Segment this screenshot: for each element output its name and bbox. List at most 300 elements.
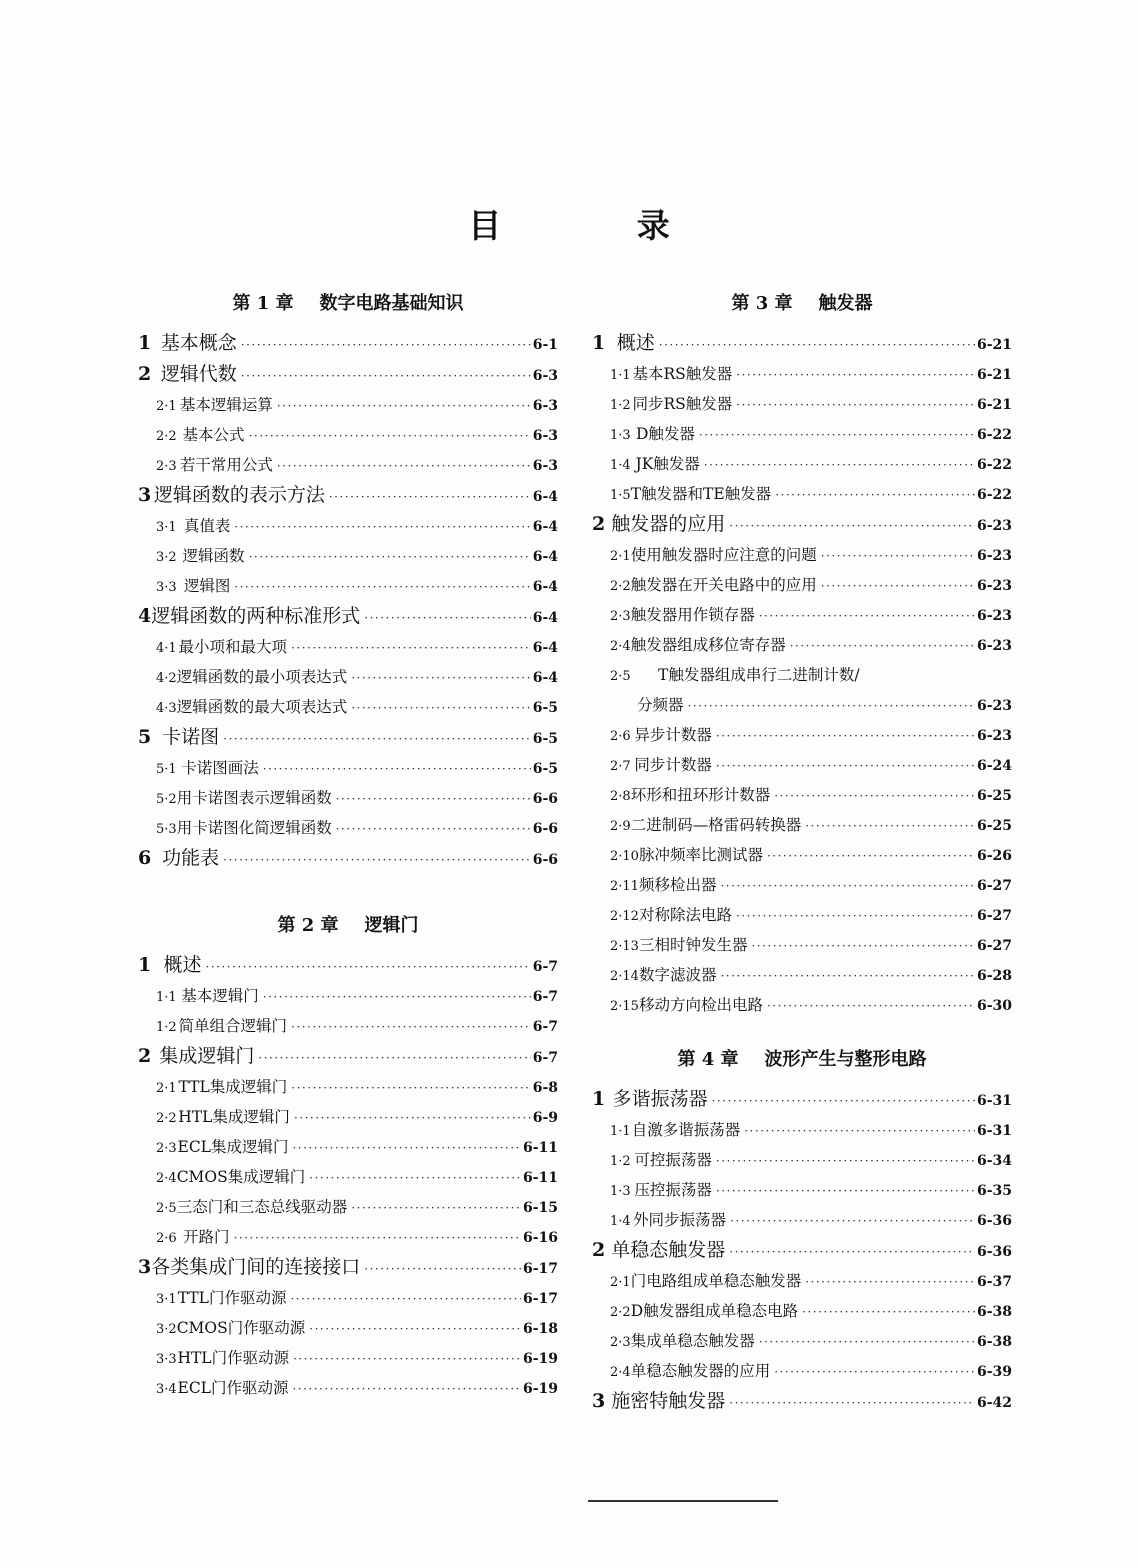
entry-number: 2·2 — [156, 1111, 177, 1126]
entry-page-number: 6-3 — [532, 368, 558, 384]
entry-title: 功能表 — [162, 847, 220, 869]
chapter-number: 第 1 章 — [232, 293, 294, 314]
entry-number: 2·11 — [610, 879, 639, 894]
entry-page-number: 6-30 — [976, 998, 1012, 1014]
dot-leader — [790, 631, 975, 661]
entry-page-number: 6-7 — [532, 959, 558, 975]
entry-number: 1·1 — [610, 368, 631, 383]
dot-leader — [292, 1374, 520, 1404]
toc-section-entry[interactable] — [592, 1084, 1012, 1115]
entry-title: 逻辑函数 — [182, 547, 245, 565]
toc-subsection-entry[interactable] — [592, 1205, 1012, 1235]
entry-title: 基本公式 — [182, 426, 245, 444]
entry-title: TTL门作驱动源 — [177, 1289, 287, 1307]
entry-title: HTL门作驱动源 — [177, 1349, 290, 1367]
entry-title: 基本逻辑运算 — [179, 396, 273, 414]
entry-page-number: 6-24 — [976, 758, 1012, 774]
dot-leader — [277, 451, 531, 481]
entry-page-number: 6-5 — [532, 731, 558, 747]
entry-number: 2·4 — [610, 639, 631, 654]
dot-leader — [704, 450, 975, 480]
dot-leader — [767, 991, 975, 1021]
entry-page-number: 6-4 — [532, 579, 558, 595]
entry-page-number: 6-4 — [532, 670, 558, 686]
entry-page-number: 6-19 — [522, 1351, 558, 1367]
entry-title: 卡诺图画法 — [181, 759, 259, 777]
dot-leader — [241, 330, 531, 361]
toc-subsection-entry[interactable] — [138, 541, 558, 571]
dot-leader — [293, 1344, 521, 1374]
entry-number: 2·12 — [610, 909, 639, 924]
entry-number: 1·1 — [156, 990, 177, 1005]
entry-title: TTL集成逻辑门 — [178, 1078, 288, 1096]
dot-leader — [234, 572, 530, 602]
toc-subsection-entry[interactable] — [138, 1072, 558, 1102]
entry-title: 用卡诺图表示逻辑函数 — [176, 789, 332, 807]
entry-number: 2·10 — [610, 849, 639, 864]
entry-number: 2·7 — [610, 759, 631, 774]
entry-title: T触发器和TE触发器 — [630, 485, 772, 503]
entry-page-number: 6-3 — [532, 398, 558, 414]
entry-title: 基本逻辑门 — [181, 987, 259, 1005]
entry-title: 基本RS触发器 — [632, 365, 733, 383]
toc-section-entry[interactable] — [138, 722, 558, 753]
entry-page-number: 6-16 — [522, 1230, 558, 1246]
entry-title: 简单组合逻辑门 — [178, 1017, 288, 1035]
entry-title: 单稳态触发器 — [611, 1239, 726, 1261]
toc-subsection-entry[interactable] — [138, 1313, 558, 1343]
toc-subsection-entry[interactable] — [138, 1283, 558, 1313]
entry-page-number: 6-22 — [976, 427, 1012, 443]
dot-leader — [206, 952, 531, 983]
dot-leader — [249, 421, 531, 451]
entry-title: 若干常用公式 — [179, 456, 273, 474]
toc-subsection-entry[interactable] — [138, 571, 558, 601]
toc-subsection-entry[interactable] — [592, 1145, 1012, 1175]
dot-leader — [291, 1012, 531, 1042]
toc-subsection-entry[interactable] — [138, 981, 558, 1011]
toc-section-entry[interactable] — [138, 601, 558, 632]
entry-number: 5 — [138, 726, 152, 748]
entry-number: 2·4 — [610, 1365, 631, 1380]
toc-subsection-entry[interactable] — [592, 1326, 1012, 1356]
entry-page-number: 6-39 — [976, 1364, 1012, 1380]
dot-leader — [720, 871, 974, 901]
toc-subsection-entry[interactable] — [138, 813, 558, 843]
dot-leader — [234, 512, 530, 542]
entry-title: 施密特触发器 — [611, 1390, 726, 1412]
entry-number: 2·2 — [610, 579, 631, 594]
toc-subsection-entry[interactable] — [138, 1102, 558, 1132]
chapter-number: 第 3 章 — [731, 293, 793, 314]
dot-leader — [767, 841, 975, 871]
dot-leader — [716, 1146, 975, 1176]
entry-page-number: 6-34 — [976, 1153, 1012, 1169]
dot-leader — [712, 1086, 975, 1117]
entry-number: 3·3 — [156, 1352, 177, 1367]
entry-page-number: 6-21 — [976, 367, 1012, 383]
entry-title: 分频器 — [637, 696, 684, 714]
toc-subsection-entry[interactable] — [592, 720, 1012, 750]
entry-page-number: 6-1 — [532, 337, 558, 353]
entry-number: 2·1 — [156, 1081, 177, 1096]
entry-title: 基本概念 — [160, 332, 237, 354]
entry-title: 门电路组成单稳态触发器 — [630, 1272, 802, 1290]
toc-subsection-entry[interactable] — [592, 449, 1012, 479]
dot-leader — [263, 754, 531, 784]
entry-title: 真值表 — [183, 517, 231, 535]
entry-page-number: 6-22 — [976, 457, 1012, 473]
entry-title: ECL门作驱动源 — [177, 1379, 289, 1397]
dot-leader — [759, 1327, 975, 1357]
entry-title: 异步计数器 — [634, 726, 712, 744]
toc-subsection-entry[interactable] — [592, 479, 1012, 509]
entry-page-number: 6-26 — [976, 848, 1012, 864]
entry-number: 2·3 — [610, 609, 631, 624]
chapter-heading — [592, 288, 1012, 320]
entry-title: 二进制码—格雷码转换器 — [630, 816, 802, 834]
entry-number: 1·2 — [156, 1020, 177, 1035]
entry-page-number: 6-23 — [976, 728, 1012, 744]
dot-leader — [258, 1043, 530, 1074]
entry-title: 压控振荡器 — [634, 1181, 712, 1199]
toc-subsection-entry[interactable] — [138, 1343, 558, 1373]
dot-leader — [364, 1254, 521, 1285]
entry-number: 6 — [138, 847, 152, 869]
dot-leader — [716, 721, 975, 751]
entry-page-number: 6-21 — [976, 337, 1012, 353]
toc-section-entry[interactable] — [138, 1252, 558, 1283]
entry-title: 集成单稳态触发器 — [630, 1332, 755, 1350]
entry-title: 可控振荡器 — [634, 1151, 712, 1169]
dot-leader — [309, 1163, 521, 1193]
entry-page-number: 6-4 — [532, 610, 558, 626]
toc-subsection-entry[interactable] — [592, 870, 1012, 900]
entry-page-number: 6-11 — [522, 1140, 558, 1156]
entry-title: 逻辑函数的表示方法 — [153, 484, 325, 506]
entry-number: 2·1 — [156, 399, 177, 414]
toc-subsection-entry[interactable] — [138, 1222, 558, 1252]
dot-leader — [263, 982, 531, 1012]
dot-leader — [351, 693, 531, 723]
toc-subsection-entry[interactable] — [138, 390, 558, 420]
entry-title: 最小项和最大项 — [178, 638, 288, 656]
entry-title: 单稳态触发器的应用 — [630, 1362, 771, 1380]
entry-page-number: 6-27 — [976, 938, 1012, 954]
entry-number: 4·1 — [156, 641, 177, 656]
entry-title: 集成逻辑门 — [159, 1045, 255, 1067]
entry-page-number: 6-23 — [976, 578, 1012, 594]
entry-number: 2·2 — [610, 1305, 631, 1320]
toc-section-entry[interactable] — [138, 359, 558, 390]
entry-number: 1 — [592, 1088, 606, 1110]
entry-page-number: 6-22 — [976, 487, 1012, 503]
entry-title: 概述 — [616, 332, 655, 354]
entry-page-number: 6-19 — [522, 1381, 558, 1397]
entry-number: 1·4 — [610, 458, 631, 473]
dot-leader — [805, 811, 975, 841]
entry-page-number: 6-3 — [532, 428, 558, 444]
toc-subsection-entry[interactable] — [138, 662, 558, 692]
entry-number: 3·1 — [156, 1292, 177, 1307]
dot-leader — [223, 845, 531, 876]
dot-leader — [821, 571, 975, 601]
entry-number: 5·2 — [156, 792, 177, 807]
entry-page-number: 6-38 — [976, 1304, 1012, 1320]
entry-number: 1·2 — [610, 398, 631, 413]
chapter-number: 第 4 章 — [677, 1049, 739, 1070]
entry-page-number: 6-9 — [532, 1110, 558, 1126]
entry-title: CMOS集成逻辑门 — [176, 1168, 306, 1186]
entry-page-number: 6-6 — [532, 821, 558, 837]
dot-leader — [716, 751, 975, 781]
entry-number: 2 — [138, 1045, 152, 1067]
toc-subsection-entry[interactable] — [592, 780, 1012, 810]
entry-page-number: 6-6 — [532, 852, 558, 868]
entry-title: 脉冲频率比测试器 — [638, 846, 763, 864]
toc-subsection-entry[interactable] — [138, 1373, 558, 1403]
dot-leader — [729, 1237, 975, 1268]
entry-title: 触发器用作锁存器 — [630, 606, 755, 624]
dot-leader — [241, 361, 531, 392]
entry-number: 2·1 — [610, 1275, 631, 1290]
toc-subsection-entry[interactable] — [138, 783, 558, 813]
toc-subsection-entry[interactable] — [138, 450, 558, 480]
entry-number: 2 — [138, 363, 152, 385]
toc-subsection-entry[interactable] — [592, 419, 1012, 449]
entry-number: 4·3 — [156, 701, 177, 716]
entry-page-number: 6-4 — [532, 519, 558, 535]
toc-subsection-entry[interactable] — [138, 1192, 558, 1222]
entry-number: 5·1 — [156, 762, 177, 777]
dot-leader — [729, 511, 975, 542]
entry-number: 1·3 — [610, 428, 631, 443]
entry-page-number: 6-36 — [976, 1244, 1012, 1260]
dot-leader — [805, 1267, 975, 1297]
dot-leader — [699, 420, 975, 450]
dot-leader — [277, 391, 531, 421]
dot-leader — [351, 1193, 521, 1223]
toc-subsection-entry[interactable] — [138, 632, 558, 662]
entry-number: 2·13 — [610, 939, 639, 954]
entry-page-number: 6-37 — [976, 1274, 1012, 1290]
entry-number: 2·6 — [156, 1231, 177, 1246]
entry-title: 移动方向检出电路 — [638, 996, 763, 1014]
entry-number: 2·6 — [610, 729, 631, 744]
toc-section-entry[interactable] — [592, 1235, 1012, 1266]
dot-leader — [223, 724, 531, 755]
toc-subsection-entry[interactable] — [592, 900, 1012, 930]
entry-number: 2 — [592, 513, 606, 535]
entry-page-number: 6-5 — [532, 700, 558, 716]
toc-subsection-entry[interactable] — [138, 692, 558, 722]
entry-title: 触发器在开关电路中的应用 — [630, 576, 817, 594]
entry-title: 外同步振荡器 — [633, 1211, 727, 1229]
entry-page-number: 6-17 — [522, 1291, 558, 1307]
toc-subsection-entry[interactable] — [592, 930, 1012, 960]
toc-subsection-entry[interactable] — [138, 753, 558, 783]
toc-section-entry[interactable] — [138, 843, 558, 874]
entry-title: 频移检出器 — [638, 876, 717, 894]
chapter-number: 第 2 章 — [277, 915, 339, 936]
entry-page-number: 6-7 — [532, 1050, 558, 1066]
toc-subsection-entry[interactable] — [592, 540, 1012, 570]
toc-subsection-entry[interactable] — [138, 511, 558, 541]
entry-title: 逻辑代数 — [160, 363, 237, 385]
toc-subsection-entry[interactable] — [592, 690, 1012, 720]
dot-leader — [291, 1073, 530, 1103]
dot-leader — [729, 1388, 975, 1419]
entry-page-number: 6-38 — [976, 1334, 1012, 1350]
entry-page-number: 6-3 — [532, 458, 558, 474]
entry-title: ECL集成逻辑门 — [177, 1138, 289, 1156]
entry-title: 对称除法电路 — [638, 906, 732, 924]
entry-page-number: 6-25 — [976, 788, 1012, 804]
toc-subsection-entry[interactable] — [592, 630, 1012, 660]
entry-number: 4 — [138, 605, 152, 627]
entry-title: 触发器的应用 — [611, 513, 726, 535]
toc-left-column — [138, 288, 558, 1403]
entry-number: 2·8 — [610, 789, 631, 804]
entry-title: 多谐振荡器 — [612, 1088, 708, 1110]
entry-number: 1·5 — [610, 488, 631, 503]
toc-section-entry[interactable] — [592, 1386, 1012, 1417]
dot-leader — [730, 1206, 975, 1236]
dot-leader — [736, 390, 975, 420]
entry-page-number: 6-6 — [532, 791, 558, 807]
entry-page-number: 6-23 — [976, 518, 1012, 534]
toc-section-entry[interactable] — [138, 328, 558, 359]
toc-subsection-entry[interactable] — [592, 990, 1012, 1020]
entry-title: 用卡诺图化简逻辑函数 — [176, 819, 332, 837]
chapter-title: 触发器 — [818, 293, 873, 314]
entry-page-number: 6-11 — [522, 1170, 558, 1186]
chapter-title: 逻辑门 — [364, 915, 419, 936]
toc-subsection-entry[interactable] — [592, 1296, 1012, 1326]
entry-title: JK触发器 — [635, 455, 700, 473]
entry-title: 使用触发器时应注意的问题 — [630, 546, 817, 564]
entry-title: 开路门 — [183, 1228, 230, 1246]
entry-number: 2·3 — [610, 1335, 631, 1350]
dot-leader — [291, 633, 531, 663]
toc-subsection-entry[interactable] — [592, 1115, 1012, 1145]
entry-number: 2·2 — [156, 429, 177, 444]
toc-subsection-entry[interactable] — [592, 750, 1012, 780]
dot-leader — [720, 961, 974, 991]
dot-leader — [234, 1223, 521, 1253]
toc-subsection-entry[interactable] — [592, 810, 1012, 840]
entry-number: 1 — [138, 332, 152, 354]
entry-page-number: 6-23 — [976, 548, 1012, 564]
chapter-title: 波形产生与整形电路 — [764, 1049, 927, 1070]
dot-leader — [688, 691, 975, 721]
entry-title: T触发器组成串行二进制计数/ — [658, 666, 860, 684]
toc-subsection-entry[interactable] — [592, 1175, 1012, 1205]
toc-subsection-entry[interactable] — [592, 1356, 1012, 1386]
entry-title: 环形和扭环形计数器 — [630, 786, 771, 804]
dot-leader — [292, 1133, 520, 1163]
entry-page-number: 6-18 — [522, 1321, 558, 1337]
entry-number: 1·2 — [610, 1154, 631, 1169]
dot-leader — [309, 1314, 521, 1344]
entry-title: 各类集成门间的连接接口 — [151, 1256, 361, 1278]
toc-section-entry[interactable] — [138, 950, 558, 981]
toc-subsection-entry[interactable] — [592, 389, 1012, 419]
entry-title: 卡诺图 — [162, 726, 220, 748]
entry-page-number: 6-5 — [532, 761, 558, 777]
entry-page-number: 6-35 — [976, 1183, 1012, 1199]
dot-leader — [774, 781, 975, 811]
toc-subsection-entry[interactable] — [592, 570, 1012, 600]
toc-subsection-entry[interactable] — [592, 960, 1012, 990]
entry-title: 三态门和三态总线驱动器 — [176, 1198, 348, 1216]
entry-number: 3·2 — [156, 550, 177, 565]
entry-page-number: 6-23 — [976, 608, 1012, 624]
toc-right-column — [592, 288, 1012, 1417]
entry-number: 3 — [138, 1256, 152, 1278]
toc-subsection-entry[interactable] — [592, 359, 1012, 389]
entry-page-number: 6-17 — [522, 1261, 558, 1277]
toc-subsection-entry[interactable] — [138, 420, 558, 450]
entry-page-number: 6-7 — [532, 1019, 558, 1035]
toc-section-entry[interactable] — [138, 480, 558, 511]
dot-leader — [294, 1103, 531, 1133]
entry-number: 2·9 — [610, 819, 631, 834]
dot-leader — [744, 1116, 975, 1146]
entry-number: 1·4 — [610, 1214, 631, 1229]
dot-leader — [336, 784, 531, 814]
entry-title: D触发器组成单稳态电路 — [630, 1302, 799, 1320]
entry-number: 3·3 — [156, 580, 177, 595]
entry-page-number: 6-7 — [532, 989, 558, 1005]
toc-subsection-entry[interactable] — [138, 1162, 558, 1192]
toc-subsection-entry[interactable] — [592, 840, 1012, 870]
entry-title: 逻辑函数的最小项表达式 — [176, 668, 348, 686]
entry-page-number: 6-8 — [532, 1080, 558, 1096]
entry-page-number: 6-27 — [976, 908, 1012, 924]
toc-subsection-entry[interactable] — [592, 660, 1012, 690]
toc-subsection-entry[interactable] — [592, 1266, 1012, 1296]
toc-subsection-entry[interactable] — [592, 600, 1012, 630]
entry-page-number: 6-15 — [522, 1200, 558, 1216]
page-title: 目 录 — [468, 206, 732, 245]
entry-number: 2·3 — [156, 1141, 177, 1156]
chapter-title: 数字电路基础知识 — [319, 293, 464, 314]
toc-subsection-entry[interactable] — [138, 1011, 558, 1041]
dot-leader — [249, 542, 531, 572]
entry-page-number: 6-31 — [976, 1093, 1012, 1109]
entry-number: 2·4 — [156, 1171, 177, 1186]
toc-section-entry[interactable] — [592, 328, 1012, 359]
toc-section-entry[interactable] — [592, 509, 1012, 540]
entry-number: 1 — [138, 954, 152, 976]
dot-leader — [290, 1284, 521, 1314]
entry-number: 2·5 — [156, 1201, 177, 1216]
entry-number: 3 — [592, 1390, 606, 1412]
toc-section-entry[interactable] — [138, 1041, 558, 1072]
dot-leader — [751, 931, 974, 961]
entry-page-number: 6-23 — [976, 698, 1012, 714]
dot-leader — [329, 482, 531, 513]
dot-leader — [759, 601, 975, 631]
entry-page-number: 6-23 — [976, 638, 1012, 654]
toc-subsection-entry[interactable] — [138, 1132, 558, 1162]
entry-number: 2·5 — [610, 669, 631, 684]
entry-page-number: 6-27 — [976, 878, 1012, 894]
dot-leader — [802, 1297, 975, 1327]
entry-title: D触发器 — [635, 425, 695, 443]
entry-number: 3 — [138, 484, 152, 506]
